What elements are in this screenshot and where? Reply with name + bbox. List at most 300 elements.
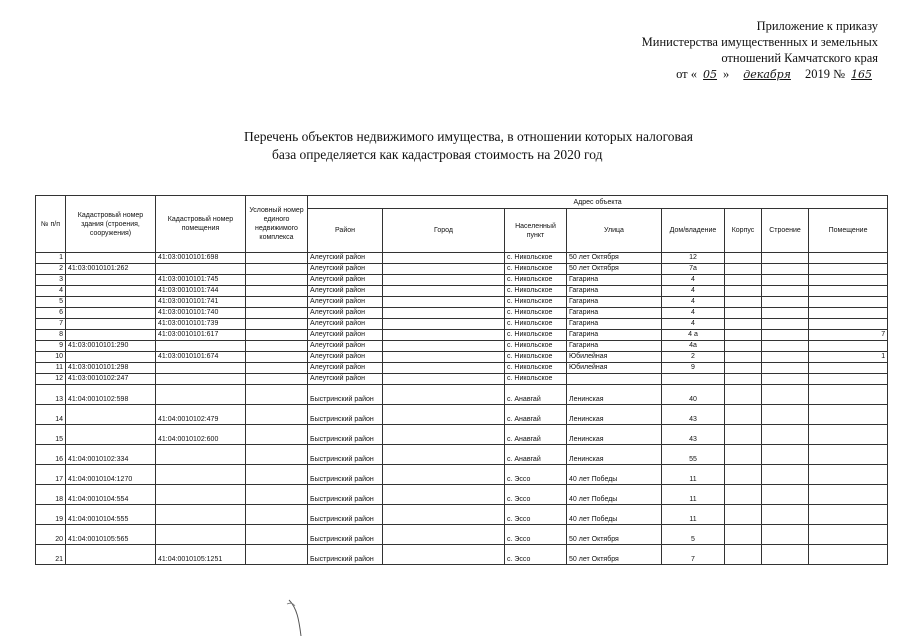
cell-complex (246, 465, 308, 485)
cell-house: 11 (662, 505, 725, 525)
cell-city (383, 308, 505, 319)
cell-city (383, 445, 505, 465)
table-row (36, 297, 888, 308)
table-row (36, 445, 888, 465)
cell-settlement: с. Анавгай (505, 385, 567, 405)
cell-room: 41:03:0010101:741 (156, 297, 246, 308)
cell-street: Ленинская (567, 405, 662, 425)
cell-structure (762, 275, 809, 286)
cell-korpus (725, 405, 762, 425)
header-structure: Строение (762, 209, 809, 253)
cell-city (383, 385, 505, 405)
cell-n: 15 (36, 425, 66, 445)
cell-n: 3 (36, 275, 66, 286)
cell-building (66, 330, 156, 341)
cell-complex (246, 330, 308, 341)
cell-room (156, 374, 246, 385)
cell-settlement: с. Анавгай (505, 405, 567, 425)
cell-complex (246, 545, 308, 565)
cell-city (383, 341, 505, 352)
cell-premises (809, 425, 888, 445)
cell-district: Быстринский район (308, 465, 383, 485)
table-row (36, 330, 888, 341)
cell-street: 50 лет Октября (567, 253, 662, 264)
cell-korpus (725, 545, 762, 565)
cell-city (383, 297, 505, 308)
cell-premises (809, 363, 888, 374)
cell-house: 2 (662, 352, 725, 363)
cell-korpus (725, 465, 762, 485)
table-row (36, 465, 888, 485)
cell-street (567, 374, 662, 385)
cell-house: 4 а (662, 330, 725, 341)
cell-korpus (725, 253, 762, 264)
cell-settlement: с. Эссо (505, 485, 567, 505)
cell-district: Алеутский район (308, 374, 383, 385)
table-row (36, 275, 888, 286)
cell-district: Алеутский район (308, 352, 383, 363)
cell-structure (762, 319, 809, 330)
cell-street: 40 лет Победы (567, 485, 662, 505)
cell-street: Гагарина (567, 319, 662, 330)
cell-n: 20 (36, 525, 66, 545)
cell-room: 41:03:0010101:745 (156, 275, 246, 286)
table-row (36, 253, 888, 264)
cell-premises (809, 374, 888, 385)
cell-city (383, 505, 505, 525)
cell-house (662, 374, 725, 385)
cell-city (383, 525, 505, 545)
cell-settlement: с. Эссо (505, 525, 567, 545)
cell-n: 2 (36, 264, 66, 275)
cell-premises: 7 (809, 330, 888, 341)
cell-street: Гагарина (567, 297, 662, 308)
cell-complex (246, 352, 308, 363)
cell-settlement: с. Никольское (505, 352, 567, 363)
cell-district: Алеутский район (308, 319, 383, 330)
cell-structure (762, 330, 809, 341)
cell-room: 41:03:0010101:744 (156, 286, 246, 297)
order-header (642, 18, 878, 83)
cell-complex (246, 485, 308, 505)
cell-district: Быстринский район (308, 385, 383, 405)
cell-street: 40 лет Победы (567, 465, 662, 485)
header-line-3: отношений Камчатского края (721, 51, 878, 65)
cell-room: 41:03:0010101:698 (156, 253, 246, 264)
cell-n: 11 (36, 363, 66, 374)
date-prefix: от « (676, 67, 698, 81)
cell-city (383, 319, 505, 330)
cell-premises (809, 405, 888, 425)
cell-settlement: с. Никольское (505, 341, 567, 352)
cell-structure (762, 465, 809, 485)
cell-korpus (725, 445, 762, 465)
cell-complex (246, 297, 308, 308)
cell-district: Алеутский район (308, 330, 383, 341)
cell-house: 9 (662, 363, 725, 374)
cell-district: Алеутский район (308, 297, 383, 308)
table-row (36, 505, 888, 525)
cell-street: Юбилейная (567, 363, 662, 374)
cell-structure (762, 352, 809, 363)
header-district: Район (308, 209, 383, 253)
cell-premises (809, 525, 888, 545)
cell-house: 11 (662, 465, 725, 485)
property-table (35, 195, 888, 565)
cell-structure (762, 286, 809, 297)
cell-building: 41:04:0010102:598 (66, 385, 156, 405)
cell-premises (809, 275, 888, 286)
table-row (36, 363, 888, 374)
cell-premises (809, 485, 888, 505)
cell-n: 6 (36, 308, 66, 319)
cell-house: 4 (662, 319, 725, 330)
cell-room (156, 341, 246, 352)
cell-district: Быстринский район (308, 525, 383, 545)
header-premises: Помещение (809, 209, 888, 253)
cell-room (156, 363, 246, 374)
cell-room: 41:03:0010101:674 (156, 352, 246, 363)
table-row (36, 264, 888, 275)
cell-room (156, 505, 246, 525)
cell-complex (246, 505, 308, 525)
cell-premises (809, 445, 888, 465)
cell-korpus (725, 485, 762, 505)
cell-n: 14 (36, 405, 66, 425)
cell-room (156, 465, 246, 485)
cell-structure (762, 297, 809, 308)
cell-premises (809, 465, 888, 485)
cell-n: 13 (36, 385, 66, 405)
cell-house: 55 (662, 445, 725, 465)
cell-structure (762, 253, 809, 264)
year-text: 2019 № (804, 67, 845, 81)
cell-n: 21 (36, 545, 66, 565)
table-row (36, 385, 888, 405)
cell-building: 41:04:0010104:555 (66, 505, 156, 525)
cell-structure (762, 425, 809, 445)
cell-building: 41:03:0010101:298 (66, 363, 156, 374)
cell-building (66, 425, 156, 445)
cell-district: Быстринский район (308, 545, 383, 565)
cell-room (156, 525, 246, 545)
handwritten-number: 165 (851, 68, 872, 81)
handwritten-month: декабря (743, 68, 791, 81)
cell-street: Гагарина (567, 275, 662, 286)
table-row (36, 341, 888, 352)
cell-building (66, 275, 156, 286)
cell-city (383, 330, 505, 341)
cell-complex (246, 286, 308, 297)
cell-street: Гагарина (567, 341, 662, 352)
cell-settlement: с. Анавгай (505, 445, 567, 465)
header-korpus: Корпус (725, 209, 762, 253)
cell-korpus (725, 286, 762, 297)
cell-building (66, 286, 156, 297)
cell-korpus (725, 275, 762, 286)
cell-structure (762, 308, 809, 319)
cell-settlement: с. Никольское (505, 374, 567, 385)
cell-premises (809, 385, 888, 405)
cell-district: Быстринский район (308, 425, 383, 445)
cell-city (383, 545, 505, 565)
cell-complex (246, 253, 308, 264)
cell-district: Алеутский район (308, 253, 383, 264)
cell-room: 41:03:0010101:617 (156, 330, 246, 341)
cell-premises (809, 286, 888, 297)
cell-premises (809, 505, 888, 525)
cell-house: 4 (662, 308, 725, 319)
cell-settlement: с. Эссо (505, 545, 567, 565)
cell-complex (246, 308, 308, 319)
header-street: Улица (567, 209, 662, 253)
cell-korpus (725, 330, 762, 341)
cell-city (383, 485, 505, 505)
cell-room (156, 385, 246, 405)
cell-n: 18 (36, 485, 66, 505)
cell-room (156, 485, 246, 505)
cell-n: 16 (36, 445, 66, 465)
cell-structure (762, 405, 809, 425)
cell-house: 11 (662, 485, 725, 505)
cell-settlement: с. Никольское (505, 253, 567, 264)
cell-street: 50 лет Октября (567, 264, 662, 275)
cell-building (66, 308, 156, 319)
cell-street: Гагарина (567, 308, 662, 319)
header-line-1: Приложение к приказу (756, 19, 878, 33)
cell-street: 50 лет Октября (567, 545, 662, 565)
cell-house: 43 (662, 425, 725, 445)
cell-complex (246, 425, 308, 445)
cell-street: Гагарина (567, 286, 662, 297)
cell-complex (246, 525, 308, 545)
header-house: Дом/владение (662, 209, 725, 253)
cell-complex (246, 341, 308, 352)
cell-premises (809, 308, 888, 319)
cell-room: 41:04:0010105:1251 (156, 545, 246, 565)
cell-settlement: с. Никольское (505, 319, 567, 330)
cell-structure (762, 374, 809, 385)
cell-n: 8 (36, 330, 66, 341)
cell-n: 4 (36, 286, 66, 297)
header-building: Кадастровый номер здания (строения, сооружения) (66, 196, 156, 253)
cell-settlement: с. Никольское (505, 264, 567, 275)
cell-korpus (725, 385, 762, 405)
header-address: Адрес объекта (308, 196, 888, 209)
title-line-1: Перечень объектов недвижимого имущества, в отношении которых налоговая (244, 129, 693, 144)
cell-settlement: с. Никольское (505, 308, 567, 319)
cell-district: Алеутский район (308, 341, 383, 352)
cell-district: Алеутский район (308, 286, 383, 297)
cell-city (383, 405, 505, 425)
cell-building: 41:04:0010105:565 (66, 525, 156, 545)
cell-district: Алеутский район (308, 275, 383, 286)
table-row (36, 485, 888, 505)
cell-room: 41:04:0010102:600 (156, 425, 246, 445)
cell-premises (809, 319, 888, 330)
cell-structure (762, 341, 809, 352)
table-row (36, 286, 888, 297)
cell-room: 41:04:0010102:479 (156, 405, 246, 425)
cell-premises (809, 253, 888, 264)
cell-structure (762, 385, 809, 405)
cell-district: Быстринский район (308, 445, 383, 465)
cell-settlement: с. Никольское (505, 286, 567, 297)
cell-korpus (725, 505, 762, 525)
cell-house: 7 (662, 545, 725, 565)
cell-building: 41:04:0010102:334 (66, 445, 156, 465)
pen-mark-icon (285, 598, 309, 638)
cell-room (156, 264, 246, 275)
cell-building: 41:04:0010104:554 (66, 485, 156, 505)
header-room: Кадастровый номер помещения (156, 196, 246, 253)
cell-city (383, 253, 505, 264)
cell-premises: 1 (809, 352, 888, 363)
cell-complex (246, 445, 308, 465)
cell-korpus (725, 525, 762, 545)
cell-city (383, 352, 505, 363)
cell-city (383, 425, 505, 445)
cell-structure (762, 264, 809, 275)
cell-building: 41:03:0010101:262 (66, 264, 156, 275)
cell-complex (246, 385, 308, 405)
cell-city (383, 286, 505, 297)
cell-structure (762, 445, 809, 465)
cell-korpus (725, 352, 762, 363)
table-row (36, 525, 888, 545)
cell-building (66, 545, 156, 565)
cell-building (66, 319, 156, 330)
cell-n: 1 (36, 253, 66, 264)
table-row (36, 352, 888, 363)
table-row (36, 545, 888, 565)
cell-district: Быстринский район (308, 505, 383, 525)
cell-complex (246, 319, 308, 330)
cell-district: Быстринский район (308, 405, 383, 425)
cell-city (383, 374, 505, 385)
cell-building (66, 405, 156, 425)
cell-street: 50 лет Октября (567, 525, 662, 545)
header-city: Город (383, 209, 505, 253)
cell-city (383, 465, 505, 485)
cell-korpus (725, 297, 762, 308)
cell-house: 4 (662, 286, 725, 297)
cell-korpus (725, 319, 762, 330)
cell-building: 41:03:0010101:290 (66, 341, 156, 352)
cell-house: 12 (662, 253, 725, 264)
header-line-2: Министерства имущественных и земельных (641, 35, 878, 49)
cell-room (156, 445, 246, 465)
cell-premises (809, 264, 888, 275)
cell-street: 40 лет Победы (567, 505, 662, 525)
cell-korpus (725, 264, 762, 275)
cell-korpus (725, 363, 762, 374)
header-settlement: Населенный пункт (505, 209, 567, 253)
table-row (36, 374, 888, 385)
cell-complex (246, 363, 308, 374)
cell-settlement: с. Никольское (505, 275, 567, 286)
cell-structure (762, 485, 809, 505)
cell-n: 12 (36, 374, 66, 385)
title-line-2: база определяется как кадастровая стоимость на 2020 год (272, 147, 603, 162)
cell-korpus (725, 374, 762, 385)
cell-structure (762, 505, 809, 525)
cell-premises (809, 341, 888, 352)
header-complex: Условный номер единого недвижимого комплекса (246, 196, 308, 253)
cell-korpus (725, 425, 762, 445)
cell-house: 7а (662, 264, 725, 275)
cell-house: 4 (662, 297, 725, 308)
header-date-line (642, 66, 878, 83)
cell-settlement: с. Никольское (505, 363, 567, 374)
table-row (36, 319, 888, 330)
cell-settlement: с. Никольское (505, 297, 567, 308)
date-mid: » (723, 67, 730, 81)
cell-structure (762, 545, 809, 565)
cell-street: Гагарина (567, 330, 662, 341)
cell-n: 7 (36, 319, 66, 330)
cell-district: Алеутский район (308, 363, 383, 374)
cell-district: Алеутский район (308, 264, 383, 275)
cell-city (383, 264, 505, 275)
cell-building: 41:03:0010102:247 (66, 374, 156, 385)
cell-n: 17 (36, 465, 66, 485)
cell-complex (246, 275, 308, 286)
cell-street: Ленинская (567, 385, 662, 405)
cell-n: 9 (36, 341, 66, 352)
cell-settlement: с. Эссо (505, 465, 567, 485)
cell-district: Алеутский район (308, 308, 383, 319)
cell-premises (809, 297, 888, 308)
cell-settlement: с. Эссо (505, 505, 567, 525)
cell-street: Ленинская (567, 445, 662, 465)
cell-building: 41:04:0010104:1270 (66, 465, 156, 485)
cell-complex (246, 264, 308, 275)
cell-street: Ленинская (567, 425, 662, 445)
table-row (36, 405, 888, 425)
cell-building (66, 253, 156, 264)
cell-house: 4а (662, 341, 725, 352)
cell-street: Юбилейная (567, 352, 662, 363)
cell-n: 5 (36, 297, 66, 308)
cell-building (66, 297, 156, 308)
cell-room: 41:03:0010101:740 (156, 308, 246, 319)
table-row (36, 308, 888, 319)
cell-district: Быстринский район (308, 485, 383, 505)
cell-house: 4 (662, 275, 725, 286)
cell-house: 40 (662, 385, 725, 405)
header-num: № п/п (36, 196, 66, 253)
cell-settlement: с. Анавгай (505, 425, 567, 445)
cell-korpus (725, 308, 762, 319)
cell-settlement: с. Никольское (505, 330, 567, 341)
handwritten-day: 05 (703, 68, 718, 81)
cell-n: 19 (36, 505, 66, 525)
cell-city (383, 275, 505, 286)
cell-room: 41:03:0010101:739 (156, 319, 246, 330)
cell-n: 10 (36, 352, 66, 363)
cell-house: 43 (662, 405, 725, 425)
cell-city (383, 363, 505, 374)
cell-complex (246, 405, 308, 425)
cell-complex (246, 374, 308, 385)
cell-structure (762, 525, 809, 545)
table-row (36, 425, 888, 445)
cell-structure (762, 363, 809, 374)
cell-building (66, 352, 156, 363)
cell-korpus (725, 341, 762, 352)
cell-premises (809, 545, 888, 565)
